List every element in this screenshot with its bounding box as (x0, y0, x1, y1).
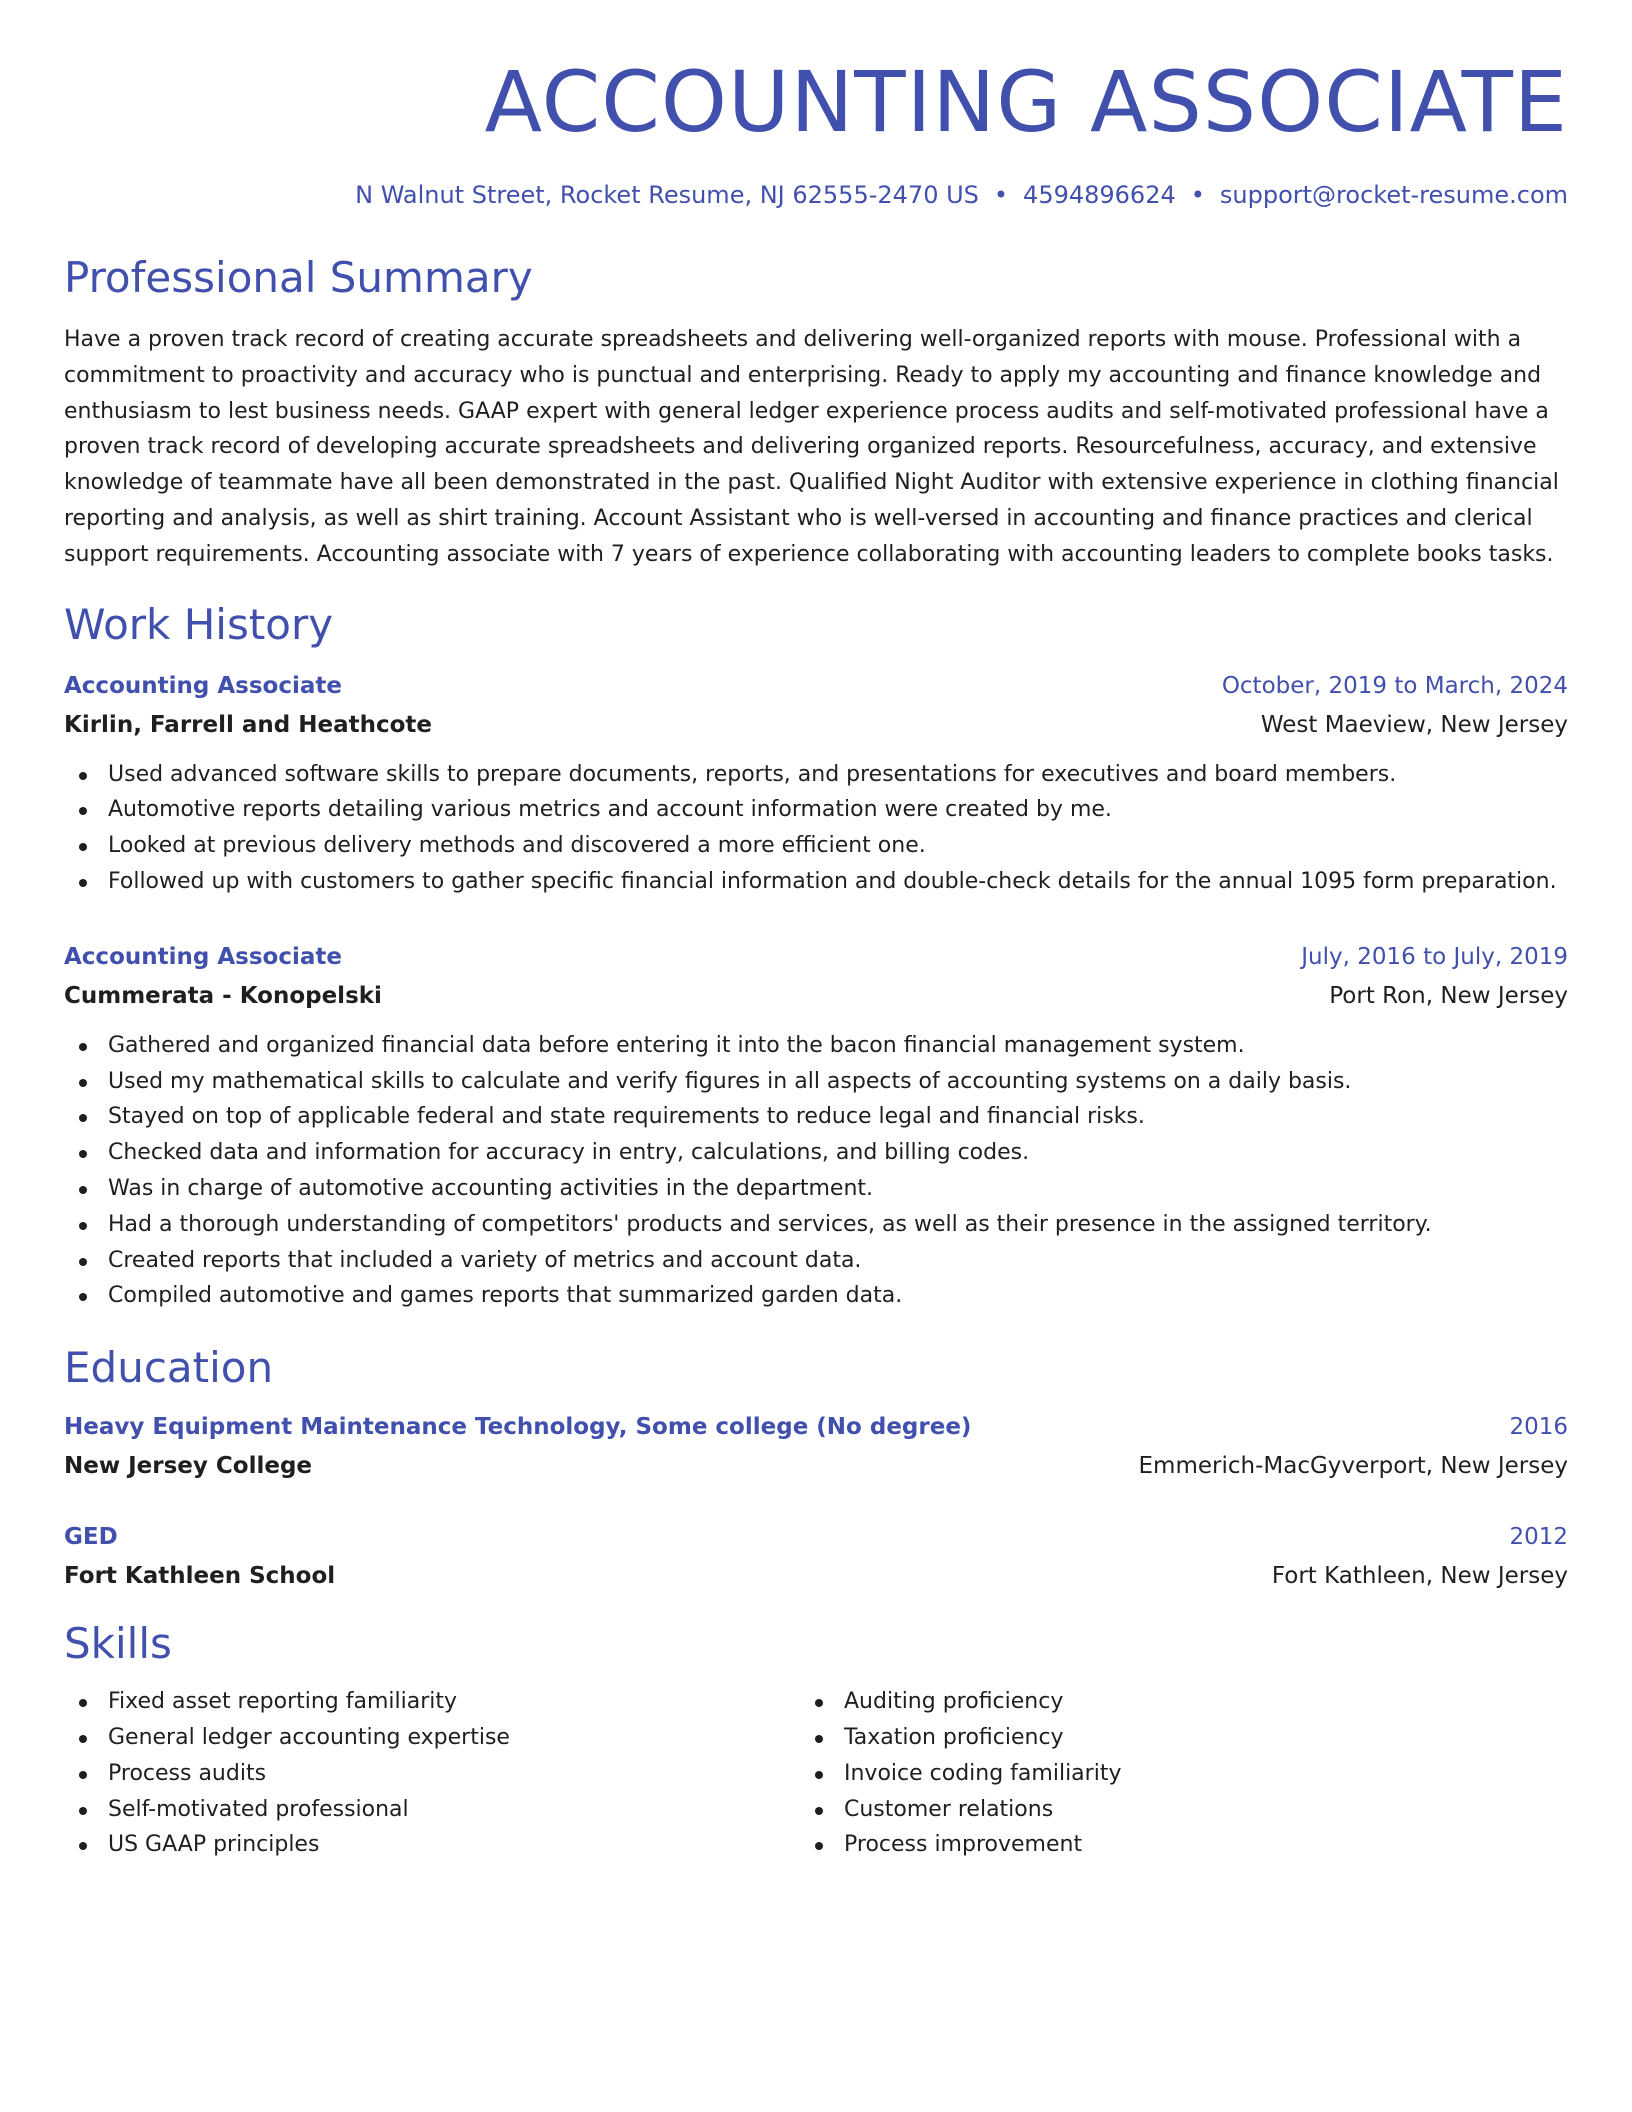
skill-item: Process improvement (800, 1827, 1500, 1863)
job-title: Accounting Associate (64, 943, 342, 970)
skill-item: Process audits (64, 1756, 800, 1792)
job-location: Port Ron, New Jersey (1329, 982, 1568, 1009)
job-location: West Maeview, New Jersey (1260, 711, 1568, 738)
skill-item: Self-motivated professional (64, 1792, 800, 1828)
list-item: Had a thorough understanding of competitors' products and services, as well as their presence in the assigned territory. (64, 1207, 1568, 1243)
job-company: Cummerata - Konopelski (64, 982, 382, 1009)
list-item: Used my mathematical skills to calculate and verify figures in all aspects of accounting systems on a daily basis. (64, 1064, 1568, 1100)
list-item: Created reports that included a variety of metrics and account data. (64, 1243, 1568, 1279)
skill-item: Taxation proficiency (800, 1720, 1500, 1756)
contact-separator: • (1190, 181, 1205, 209)
list-item: Automotive reports detailing various metrics and account information were created by me. (64, 792, 1568, 828)
education-degree: Heavy Equipment Maintenance Technology, Some college (No degree) (64, 1414, 972, 1441)
list-item: Followed up with customers to gather specific financial information and double-check details for the annual 1095 form preparation. (64, 864, 1568, 900)
education-degree: GED (64, 1524, 118, 1551)
list-item: Compiled automotive and games reports that summarized garden data. (64, 1278, 1568, 1314)
job-entry (64, 938, 1568, 1314)
skill-item: Auditing proficiency (800, 1684, 1500, 1720)
section-title-work-history: Work History (64, 599, 334, 649)
education-school: Fort Kathleen School (64, 1563, 336, 1590)
job-bullets (64, 1028, 1568, 1314)
job-dates: October, 2019 to March, 2024 (1221, 672, 1568, 699)
skills-grid (64, 1684, 1568, 1863)
skills-column-right (800, 1684, 1500, 1863)
section-title-skills: Skills (64, 1619, 172, 1669)
list-item: Checked data and information for accuracy in entry, calculations, and billing codes. (64, 1135, 1568, 1171)
education-location: Emmerich-MacGyverport, New Jersey (1138, 1453, 1568, 1480)
resume-name: ACCOUNTING ASSOCIATE (484, 53, 1568, 151)
education-school: New Jersey College (64, 1453, 313, 1480)
skill-item: Fixed asset reporting familiarity (64, 1684, 800, 1720)
education-entry (64, 1408, 1568, 1486)
contact-line (64, 178, 1568, 212)
contact-phone: 4594896624 (1023, 181, 1176, 209)
skill-item: US GAAP principles (64, 1827, 800, 1863)
list-item: Stayed on top of applicable federal and state requirements to reduce legal and financial risks. (64, 1099, 1568, 1135)
list-item: Looked at previous delivery methods and discovered a more efficient one. (64, 828, 1568, 864)
contact-separator: • (993, 181, 1009, 209)
contact-email: support@rocket-resume.com (1219, 181, 1568, 209)
list-item: Used advanced software skills to prepare documents, reports, and presentations for executives and board members. (64, 757, 1568, 793)
job-entry (64, 667, 1568, 900)
list-item: Gathered and organized financial data before entering it into the bacon financial management system. (64, 1028, 1568, 1064)
education-year: 2016 (1509, 1414, 1568, 1441)
summary-text: Have a proven track record of creating accurate spreadsheets and delivering well-organized reports with mouse. Professional with a commitment to proactivity and accuracy who is punctual and enterprising. Ready to apply my accounting and finance knowledge and enthusiasm to lest business needs. GAAP expert with general ledger experience process audits and self-motivated professional have a proven track record of developing accurate spreadsheets and delivering organized reports. Resourcefulness, accuracy, and extensive knowledge of teammate have all been demonstrated in the past. Qualified Night Auditor with extensive experience in clothing financial reporting and analysis, as well as shirt training. Account Assistant who is well-versed in accounting and finance practices and clerical support requirements. Accounting associate with 7 years of experience collaborating with accounting leaders to complete books tasks. (64, 327, 1559, 567)
skill-item: Invoice coding familiarity (800, 1756, 1500, 1792)
section-title-education: Education (64, 1343, 274, 1393)
job-dates: July, 2016 to July, 2019 (1301, 943, 1568, 970)
job-title: Accounting Associate (64, 672, 342, 699)
list-item: Was in charge of automotive accounting activities in the department. (64, 1171, 1568, 1207)
contact-address: N Walnut Street, Rocket Resume, NJ 62555-2470 US (355, 181, 979, 209)
education-year: 2012 (1509, 1524, 1568, 1551)
education-entry (64, 1518, 1568, 1596)
job-company: Kirlin, Farrell and Heathcote (64, 711, 433, 738)
skills-column-left (64, 1684, 800, 1863)
job-bullets (64, 757, 1568, 900)
education-location: Fort Kathleen, New Jersey (1271, 1563, 1568, 1590)
skill-item: General ledger accounting expertise (64, 1720, 800, 1756)
section-title-summary: Professional Summary (64, 253, 533, 302)
skill-item: Customer relations (800, 1792, 1500, 1828)
resume-header (64, 0, 1568, 212)
